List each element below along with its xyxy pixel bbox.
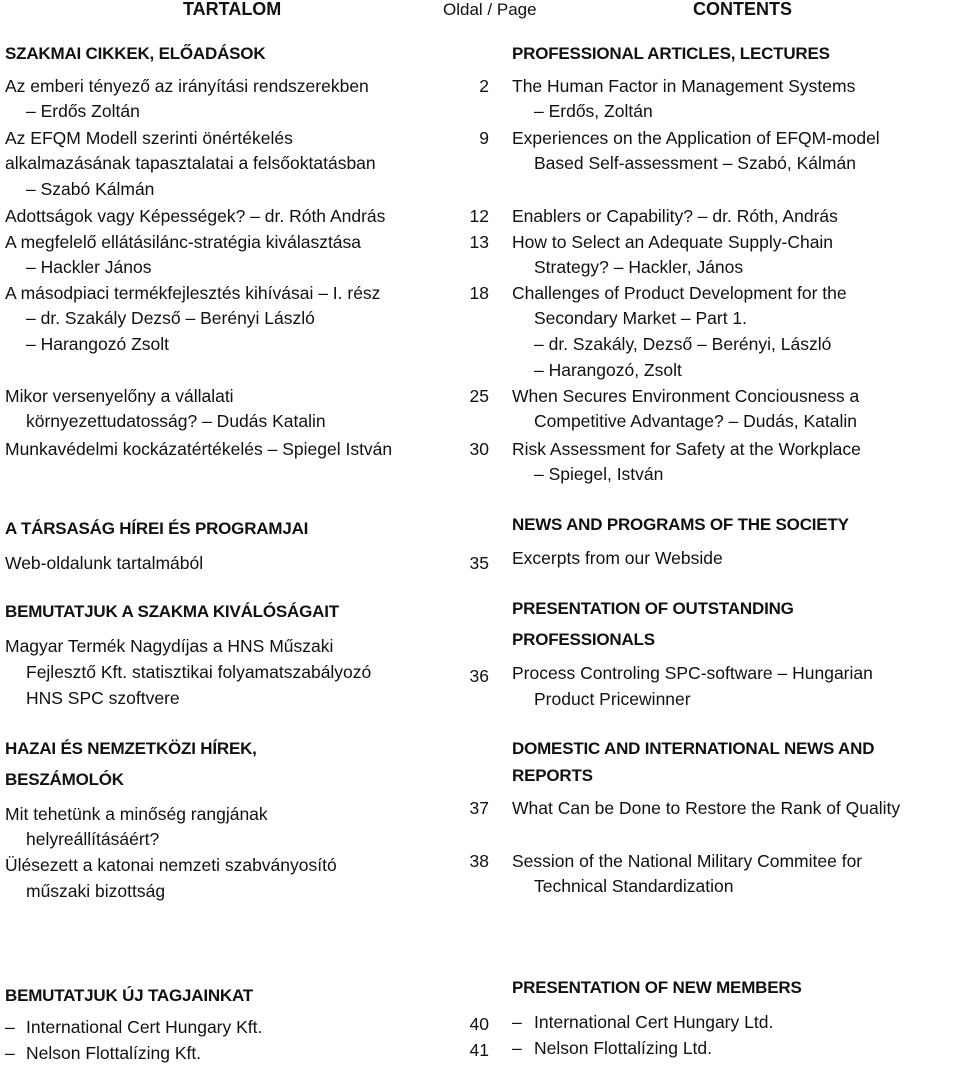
section-title-news-and-programs: NEWS AND PROGRAMS OF THE SOCIETY [512,515,849,534]
toc-entry-en-nelson[interactable]: Nelson Flottalízing Ltd. [534,1038,713,1058]
page-number: 18 [469,283,489,303]
toc-entry-hu-author: – Hackler János [26,257,152,277]
toc-entry-en-author: – dr. Szakály, Dezső – Berényi, László [534,334,832,354]
page-number: 12 [469,206,489,226]
page-number: 37 [469,798,489,818]
page-number: 9 [479,128,489,148]
toc-entry-en-military-commitee-cont: Technical Standardization [534,876,734,896]
section-title-szakmai-cikkek: SZAKMAI CIKKEK, ELŐADÁSOK [5,44,266,63]
toc-entry-hu-efqm-cont: alkalmazásának tapasztalatai a felsőoktatásban [5,153,376,173]
toc-entry-hu-efqm[interactable]: Az EFQM Modell szerinti önértékelés [5,128,293,148]
toc-entry-en-international-cert[interactable]: International Cert Hungary Ltd. [534,1012,774,1032]
toc-entry-hu-hns[interactable]: Magyar Termék Nagydíjas a HNS Műszaki [5,636,334,656]
toc-entry-en-spc-software[interactable]: Process Controling SPC-software – Hungarian [512,663,873,683]
toc-entry-en-human-factor[interactable]: The Human Factor in Management Systems [512,76,856,96]
toc-entry-en-supply-chain-cont: Strategy? – Hackler, János [534,257,744,277]
toc-entry-hu-munkavedelmi[interactable]: Munkavédelmi kockázatértékelés – Spiegel István [5,439,393,459]
toc-entry-hu-international-cert[interactable]: International Cert Hungary Kft. [26,1017,263,1037]
list-bullet-dash: – [512,1038,522,1058]
toc-entry-hu-ellatasilanc[interactable]: A megfelelő ellátásilánc-stratégia kiválasztása [5,232,362,252]
toc-entry-hu-versenyelony[interactable]: Mikor versenyelőny a vállalati [5,386,234,406]
toc-entry-hu-author: – Harangozó Zsolt [26,334,169,354]
section-title-outstanding-professionals-cont: PROFESSIONALS [512,630,655,649]
toc-entry-en-environment[interactable]: When Secures Environment Conciousness a [512,386,860,406]
list-bullet-dash: – [5,1043,15,1063]
header-left-title: TARTALOM [183,0,282,19]
toc-entry-hu-web-oldal[interactable]: Web-oldalunk tartalmából [5,553,204,573]
toc-entry-hu-author: – Szabó Kálmán [26,179,155,199]
page-number: 2 [479,76,489,96]
page-number: 25 [469,386,489,406]
toc-entry-en-webside[interactable]: Excerpts from our Webside [512,548,723,568]
toc-entry-hu-author: – Erdős Zoltán [26,101,140,121]
toc-entry-en-efqm-cont: Based Self-assessment – Szabó, Kálmán [534,153,856,173]
section-title-new-members: PRESENTATION OF NEW MEMBERS [512,978,802,997]
toc-entry-hu-hns-cont: Fejlesztő Kft. statisztikai folyamatszabályozó [26,662,372,682]
list-bullet-dash: – [512,1012,522,1032]
header-page-label: Oldal / Page [443,0,537,19]
header-right-title: CONTENTS [693,0,792,19]
toc-entry-en-author: – Harangozó, Zsolt [534,360,682,380]
toc-entry-hu-author: – dr. Szakály Dezső – Berényi László [26,308,315,328]
section-title-hazai-hirek-cont: BESZÁMOLÓK [5,770,124,789]
toc-entry-hu-minoseg[interactable]: Mit tehetünk a minőség rangjának [5,804,268,824]
page-number: 30 [469,439,489,459]
toc-entry-en-rank-of-quality[interactable]: What Can be Done to Restore the Rank of Quality [512,798,901,818]
section-title-hazai-hirek: HAZAI ÉS NEMZETKÖZI HÍREK, [5,739,257,758]
toc-entry-en-efqm[interactable]: Experiences on the Application of EFQM-model [512,128,880,148]
page-number: 36 [469,666,489,686]
page-number: 41 [469,1040,489,1060]
toc-entry-hu-hns-cont: HNS SPC szoftvere [26,688,180,708]
toc-entry-hu-adottsagok[interactable]: Adottságok vagy Képességek? – dr. Róth András [5,206,386,226]
section-title-domestic-news: DOMESTIC AND INTERNATIONAL NEWS AND [512,739,875,758]
toc-entry-en-author: – Erdős, Zoltán [534,101,653,121]
section-title-szakma-kivalosagai: BEMUTATJUK A SZAKMA KIVÁLÓSÁGAIT [5,602,339,621]
toc-entry-en-enablers[interactable]: Enablers or Capability? – dr. Róth, András [512,206,838,226]
toc-entry-hu-nelson[interactable]: Nelson Flottalízing Kft. [26,1043,202,1063]
section-title-uj-tagjaink: BEMUTATJUK ÚJ TAGJAINKAT [5,986,253,1005]
toc-entry-en-risk-assessment[interactable]: Risk Assessment for Safety at the Workplace [512,439,861,459]
section-title-outstanding-professionals: PRESENTATION OF OUTSTANDING [512,599,794,618]
toc-entry-en-product-development-cont: Secondary Market – Part 1. [534,308,748,328]
list-bullet-dash: – [5,1017,15,1037]
section-title-domestic-news-cont: REPORTS [512,766,593,785]
page-number: 38 [469,851,489,871]
section-title-tarsasag-hirei: A TÁRSASÁG HÍREI ÉS PROGRAMJAI [5,519,309,538]
toc-entry-en-environment-cont: Competitive Advantage? – Dudás, Katalin [534,411,857,431]
toc-entry-en-military-commitee[interactable]: Session of the National Military Commitee for [512,851,863,871]
toc-entry-hu-masodpiaci[interactable]: A másodpiaci termékfejlesztés kihívásai – I. rész [5,283,381,303]
toc-entry-hu-versenyelony-cont: környezettudatosság? – Dudás Katalin [26,411,326,431]
page-number: 40 [469,1014,489,1034]
toc-entry-hu-emberi-tenyezo[interactable]: Az emberi tényező az irányítási rendszerekben [5,76,369,96]
toc-entry-hu-katonai-cont: műszaki bizottság [26,881,166,901]
toc-entry-en-author: – Spiegel, István [534,464,664,484]
toc-entry-hu-katonai[interactable]: Ülésezett a katonai nemzeti szabványosító [5,855,337,875]
section-title-professional-articles: PROFESSIONAL ARTICLES, LECTURES [512,44,830,63]
page-number: 35 [469,553,489,573]
toc-entry-hu-minoseg-cont: helyreállításáért? [26,829,160,849]
toc-entry-en-supply-chain[interactable]: How to Select an Adequate Supply-Chain [512,232,834,252]
toc-entry-en-spc-software-cont: Product Pricewinner [534,689,691,709]
toc-entry-en-product-development[interactable]: Challenges of Product Development for the [512,283,847,303]
page-number: 13 [469,232,489,252]
